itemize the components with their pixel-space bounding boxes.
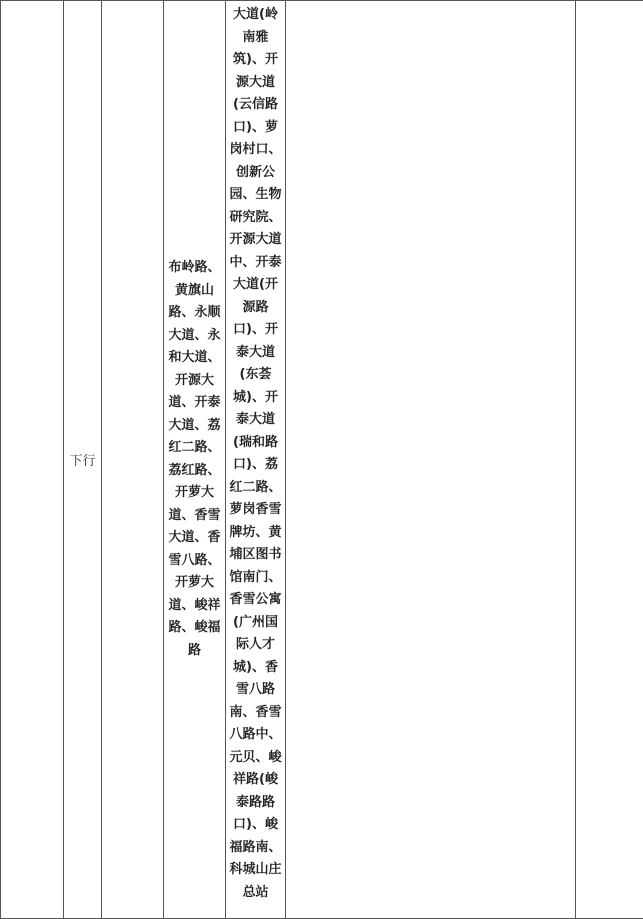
direction-cell: [64, 1, 102, 919]
table-row: [1, 1, 643, 919]
blank-cell: [102, 1, 164, 919]
stops-cell: [226, 1, 286, 919]
route-number-cell: [1, 1, 64, 919]
roads-cell: [164, 1, 226, 919]
remarks-cell: [576, 1, 643, 919]
notes-cell: [286, 1, 576, 919]
direction-label: 下行: [69, 454, 96, 469]
roads-text: 布岭路、黄旗山路、永顺大道、永和大道、开源大道、开泰大道、荔红二路、荔红路、开萝大道、香雪大道、香雪八路、开萝大道、峻祥路、峻福路: [168, 260, 221, 658]
stops-text: 大道(岭南雅筑)、开源大道(云信路口)、萝岗村口、创新公园、生物研究院、开源大道中、开泰大道(开源路口)、开泰大道(东荟城)、开泰大道(瑞和路口)、荔红二路、萝岗香雪牌坊、黄埔区图书馆南门、香雪公寓(广州国际人才城)、香雪八路南、香雪八路中、元贝、峻祥路(峻泰路路口)、峻福路南、科城山庄总站: [229, 7, 282, 900]
